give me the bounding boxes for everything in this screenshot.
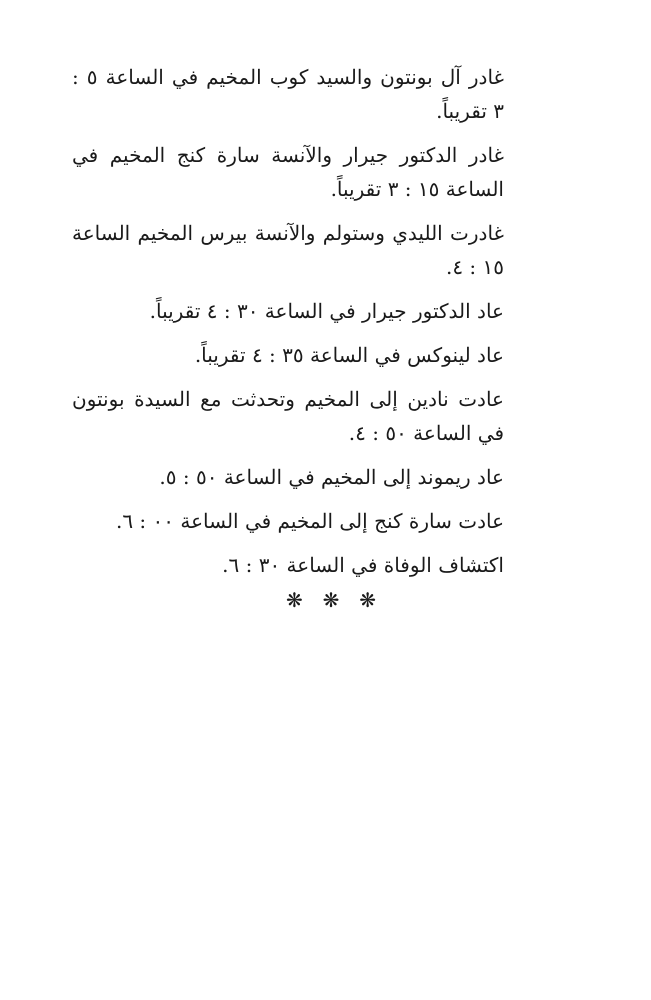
section-separator — [286, 588, 376, 612]
timeline-entry-6: عادت نادين إلى المخيم وتحدثت مع السيدة بونتون في الساعة ٥٠ : ٤. — [72, 387, 504, 445]
asterism-icon: ❋ — [359, 588, 376, 612]
timeline-entry-5: عاد لينوكس في الساعة ٣٥ : ٤ تقريباً. — [194, 343, 504, 367]
timeline-entry-2: غادر الدكتور جيرار والآنسة سارة كنج المخيم في الساعة ١٥ : ٣ تقريباً. — [72, 143, 504, 201]
asterism-icon: ❋ — [286, 588, 303, 612]
timeline-entry-9: اكتشاف الوفاة في الساعة ٣٠ : ٦. — [222, 553, 504, 577]
timeline-entry-7: عاد ريموند إلى المخيم في الساعة ٥٠ : ٥. — [159, 465, 504, 489]
timeline-entry-3: غادرت الليدي وستولم والآنسة بيرس المخيم الساعة ١٥ : ٤. — [72, 221, 504, 279]
asterism-icon: ❋ — [322, 588, 340, 612]
timeline-entry-8: عادت سارة كنج إلى المخيم في الساعة ٠٠ : ٦. — [115, 509, 504, 533]
timeline-entry-1: غادر آل بونتون والسيد كوب المخيم في الساعة ٥ : ٣ تقريباً. — [72, 65, 504, 123]
document-body — [72, 60, 504, 592]
timeline-entry-4: عاد الدكتور جيرار في الساعة ٣٠ : ٤ تقريباً. — [149, 299, 504, 323]
